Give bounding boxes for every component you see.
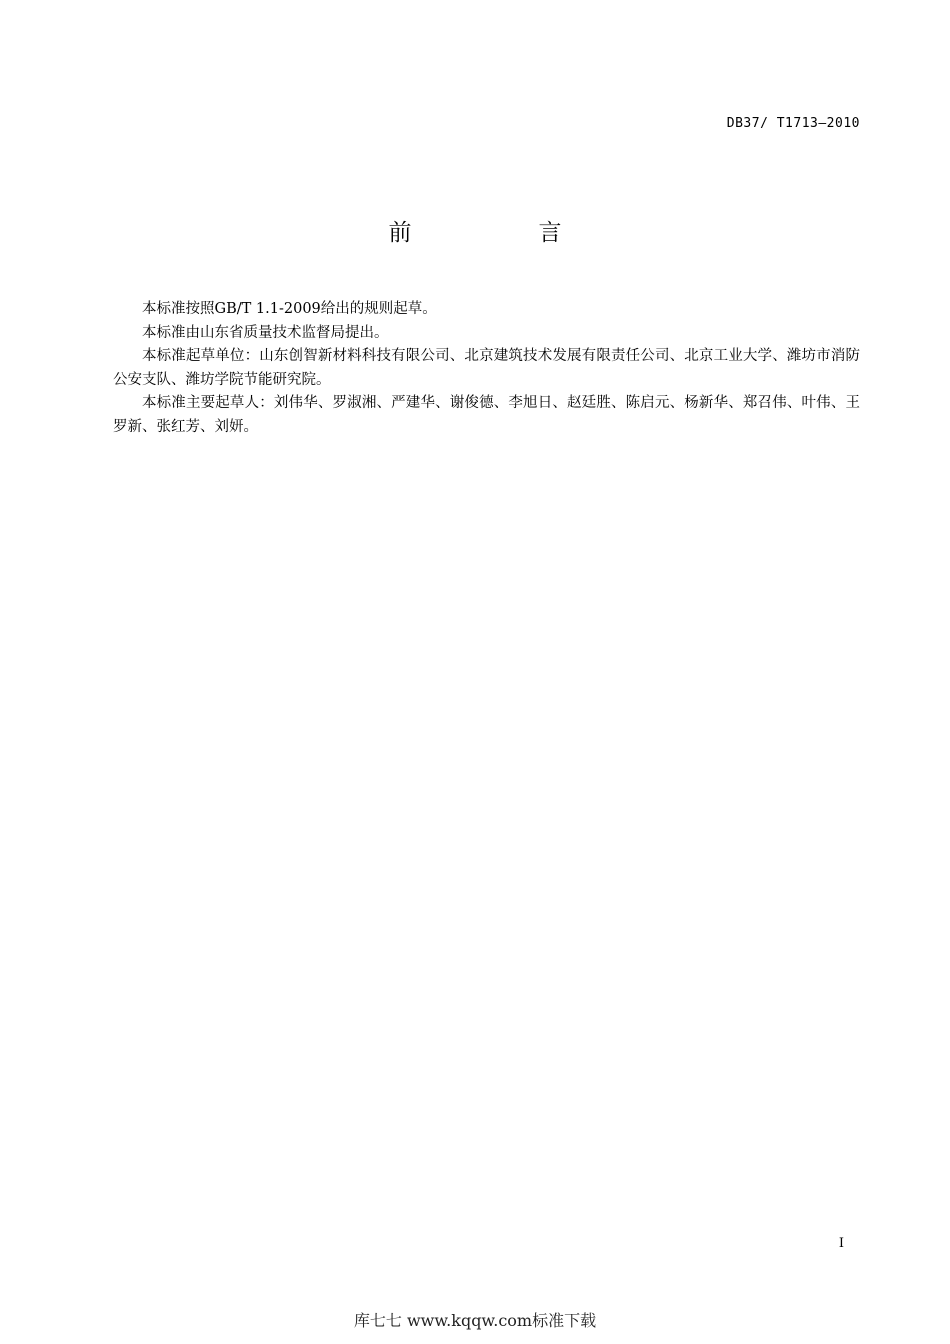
page-number: I (838, 1236, 844, 1251)
foreword-body (113, 298, 860, 439)
footer-watermark: 库七七 www.kqqw.com标准下载 (353, 1311, 597, 1330)
paragraph-drafting-rules: 本标准按照GB/T 1.1-2009给出的规则起草。 (142, 301, 437, 317)
page-title: 前 言 (388, 220, 614, 246)
paragraph-drafters: 本标准主要起草人：刘伟华、罗淑湘、严建华、谢俊德、李旭日、赵廷胜、陈启元、杨新华、郑召伟、叶伟、王罗新、张红芳、刘妍。 (113, 395, 860, 435)
paragraph-drafting-units: 本标准起草单位：山东创智新材料科技有限公司、北京建筑技术发展有限责任公司、北京工业大学、潍坊市消防公安支队、潍坊学院节能研究院。 (113, 348, 860, 388)
standard-code: DB37/ T1713—2010 (726, 116, 860, 131)
paragraph-proposer: 本标准由山东省质量技术监督局提出。 (142, 324, 389, 341)
